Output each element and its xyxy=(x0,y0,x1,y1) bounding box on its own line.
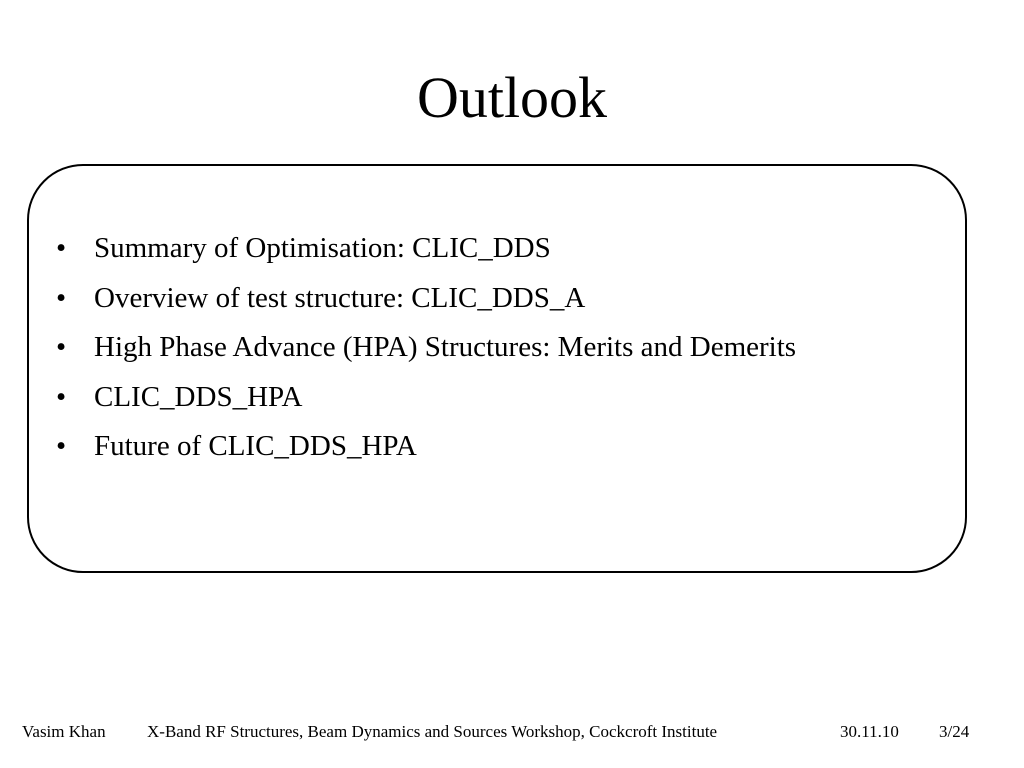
footer-event-title: X-Band RF Structures, Beam Dynamics and Sources Workshop, Cockcroft Institute xyxy=(147,722,718,741)
footer-author: Vasim Khan xyxy=(22,722,106,741)
bullet-item-test-structure xyxy=(52,274,796,324)
bullet-icon: • xyxy=(56,232,67,264)
bullet-icon: • xyxy=(56,430,67,462)
bullet-item-clic-dds-hpa xyxy=(52,373,796,423)
bullet-icon: • xyxy=(56,281,67,314)
footer-date: 30.11.10 xyxy=(840,722,899,741)
bullet-icon: • xyxy=(56,331,67,363)
bullet-label: Overview of test structure: CLIC_DDS_A xyxy=(94,281,586,314)
bullet-label: High Phase Advance (HPA) Structures: Merits and Demerits xyxy=(94,331,797,363)
bullet-label: CLIC_DDS_HPA xyxy=(94,380,303,413)
bullet-label: Future of CLIC_DDS_HPA xyxy=(94,430,417,462)
outline-bullet-list xyxy=(52,224,796,472)
bullet-item-summary-optimisation xyxy=(52,224,796,274)
slide-title: Outlook xyxy=(416,65,608,130)
bullet-item-future-clic-dds-hpa xyxy=(52,422,796,472)
bullet-label: Summary of Optimisation: CLIC_DDS xyxy=(94,232,551,264)
bullet-icon: • xyxy=(56,380,67,413)
bullet-item-hpa-structures xyxy=(52,323,796,373)
footer-page-number: 3/24 xyxy=(939,722,970,741)
slide-footer xyxy=(0,720,1024,744)
